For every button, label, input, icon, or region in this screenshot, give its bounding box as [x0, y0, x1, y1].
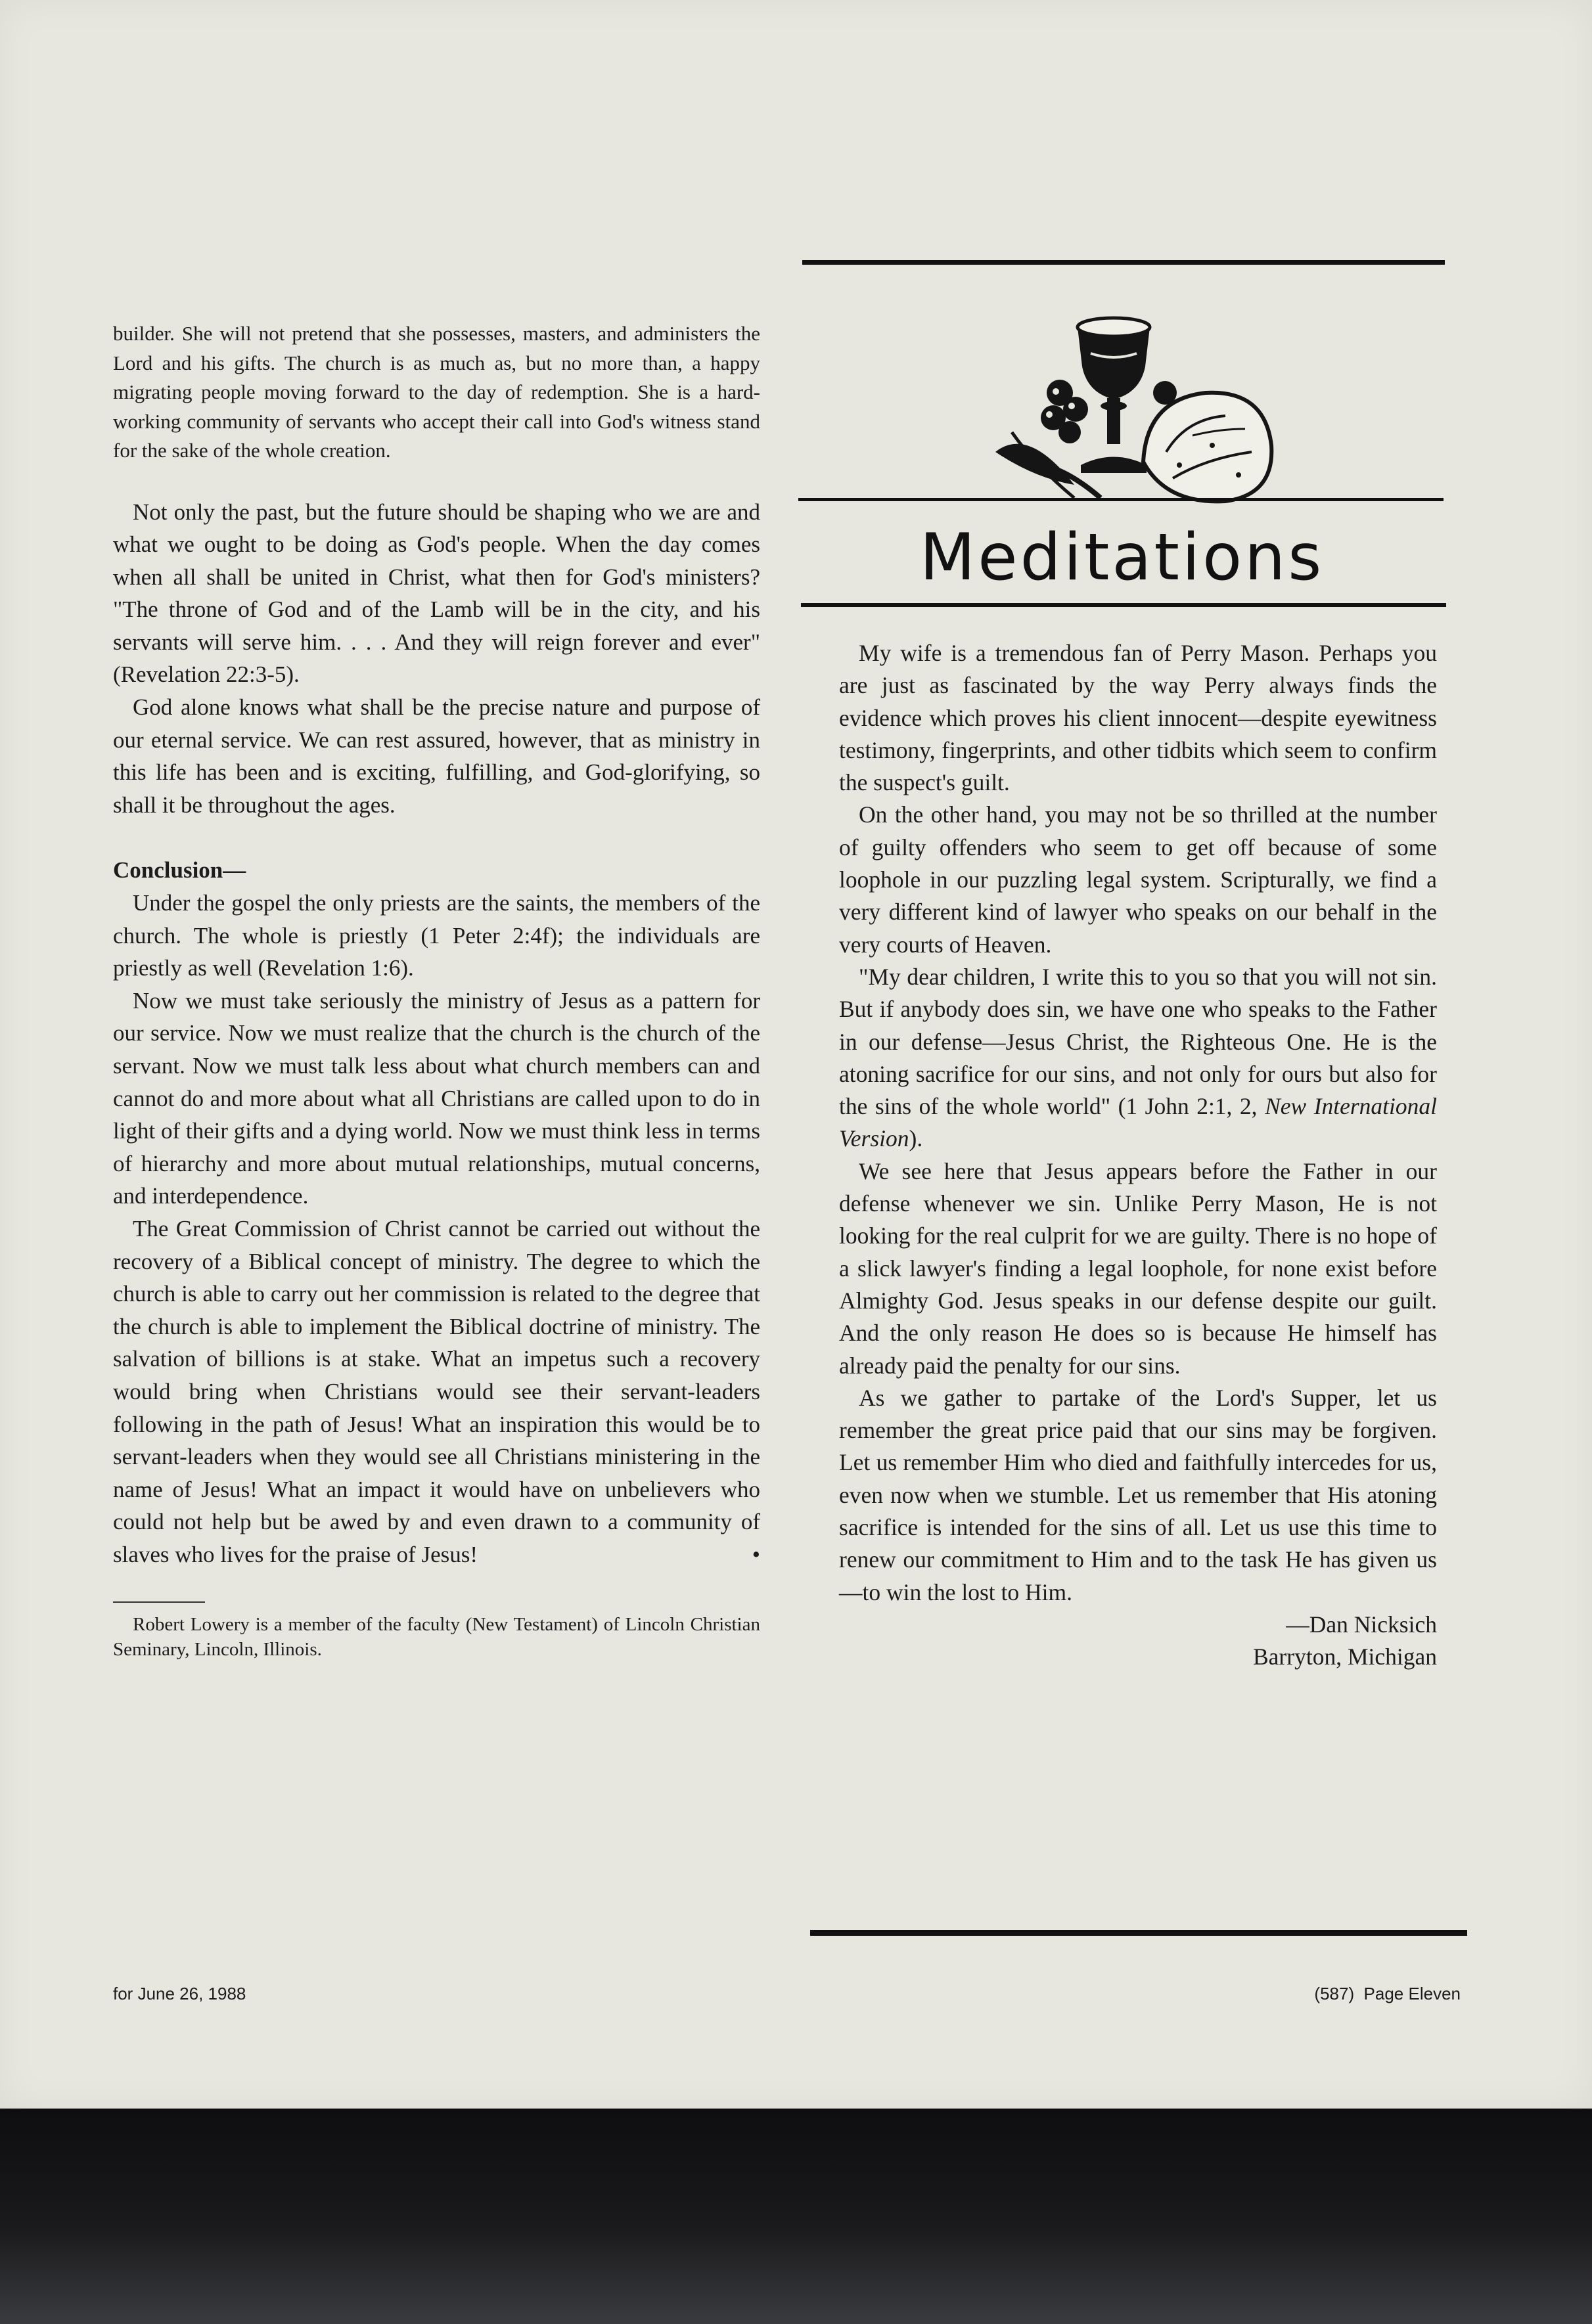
- footer-date: for June 26, 1988: [113, 1984, 246, 2003]
- article-left-column: [113, 319, 760, 1662]
- paragraph: Under the gospel the only priests are the saints, the members of the church. The whole is priestly (1 Peter 2:4f); the individuals are priestly as well (Revelation 1:6).: [113, 890, 760, 981]
- communion-cup-and-bread-icon: [976, 301, 1304, 518]
- meditation-text: [839, 637, 1437, 1674]
- lead-paragraph: builder. She will not pretend that she possesses, masters, and administers the Lord and his gifts. The church is as much as, but no more than, a happy migrating people moving forward to the day of redemption. She is a hard-working community of servants who accept their call into God's witness stand for the sake of the whole creation.: [113, 322, 760, 462]
- top-rule: [802, 260, 1445, 265]
- author-name: —Dan Nicksich: [1286, 1611, 1437, 1638]
- paragraph-with-end-mark: [113, 1213, 760, 1571]
- section-heading: Conclusion—: [113, 857, 246, 883]
- paragraph: We see here that Jesus appears before the Father in our defense whenever we sin. Unlike Perry Mason, He is not looking for the real culprit for we are guilty. There is no hope of a slick lawyer's finding a legal loophole, for none exist before Almighty God. Jesus speaks in our defense despite our guilt. And the only reason He does so is because He himself has already paid the penalty for our sins.: [839, 1157, 1437, 1379]
- title-lower-rule: [801, 603, 1446, 607]
- quote-close: ).: [909, 1125, 923, 1152]
- footer-page-number: (587) Page Eleven: [1314, 1984, 1461, 2003]
- title-upper-rule: [798, 498, 1444, 501]
- bottom-rule: [810, 1930, 1467, 1936]
- paragraph: God alone knows what shall be the precise nature and purpose of our eternal service. We can rest assured, however, that as ministry in this life has been and is exciting, fulfilling, and God-glorifying, so shall it be throughout the ages.: [113, 694, 760, 818]
- paragraph: As we gather to partake of the Lord's Supper, let us remember the great price paid that our sins may be forgiven. Let us remember Him who died and faithfully intercedes for us, even now when we stumble. Let us remember that His atoning sacrifice is intended for the sins of all. Let us use this time to renew our commitment to Him and to the task He has given us—to win the lost to Him.: [839, 1384, 1437, 1605]
- paragraph: Now we must take seriously the ministry of Jesus as a pattern for our service. Now we must realize that the church is the church of the servant. Now we must talk less about what church members can and cannot do and more about what all Christians are called upon to do in light of their gifts and a dying world. Now we must think less in terms of hierarchy and more about mutual relationships, mutual concerns, and interdependence.: [113, 987, 760, 1209]
- scan-background: [0, 2109, 1592, 2324]
- footnote-divider: [113, 1601, 205, 1603]
- paragraph: My wife is a tremendous fan of Perry Mason. Perhaps you are just as fascinated by the way Perry always finds the evidence which proves his client innocent—despite eyewitness testimony, fingerprints, and other tidbits which seem to confirm the suspect's guilt.: [839, 640, 1437, 796]
- paragraph: Not only the past, but the future should be shaping who we are and what we ought to be doing as God's people. When the day comes when all shall be united in Christ, what then for God's ministers? "The throne of God and of the Lamb will be in the city, and his servants will serve him. . . . And they will reign forever and ever" (Revelation 22:3-5).: [113, 499, 760, 688]
- end-of-article-mark: •: [752, 1541, 760, 1567]
- author-footnote: Robert Lowery is a member of the faculty (New Testament) of Lincoln Christian Seminary, Lincoln, Illinois.: [113, 1613, 760, 1660]
- quote-text: "My dear children, I write this to you so that you will not sin. But if anybody does sin, we have one who speaks to the Father in our defense—Jesus Christ, the Righteous One. He is the atoning sacrifice for our sins, and not only for ours but also for the sins of the whole world" (1 John 2:1, 2,: [839, 963, 1437, 1120]
- scripture-quote-paragraph: [839, 961, 1437, 1155]
- paragraph-text: The Great Commission of Christ cannot be carried out without the recovery of a Biblical concept of ministry. The degree to which the church is able to carry out her commission is related to the degree that the church is able to implement the Biblical doctrine of ministry. The salvation of billions is at stake. What an impetus such a recovery would bring when Christians would see their servant-leaders following in the path of Jesus! What an inspiration this would be to servant-leaders when they would see all Christians ministering in the name of Jesus! What an impact it would have on unbelievers who could not help but be awed by and even drawn to a community of slaves who lives for the praise of Jesus!: [113, 1215, 760, 1567]
- author-location: Barryton, Michigan: [1253, 1643, 1437, 1670]
- paragraph: On the other hand, you may not be so thrilled at the number of guilty offenders who seem to get off because of some loophole in our puzzling legal system. Scripturally, we find a very different kind of lawyer who speaks on our behalf in the very courts of Heaven.: [839, 801, 1437, 958]
- column-title: Meditations: [919, 520, 1325, 595]
- bible-version: New International Version: [839, 1093, 1438, 1152]
